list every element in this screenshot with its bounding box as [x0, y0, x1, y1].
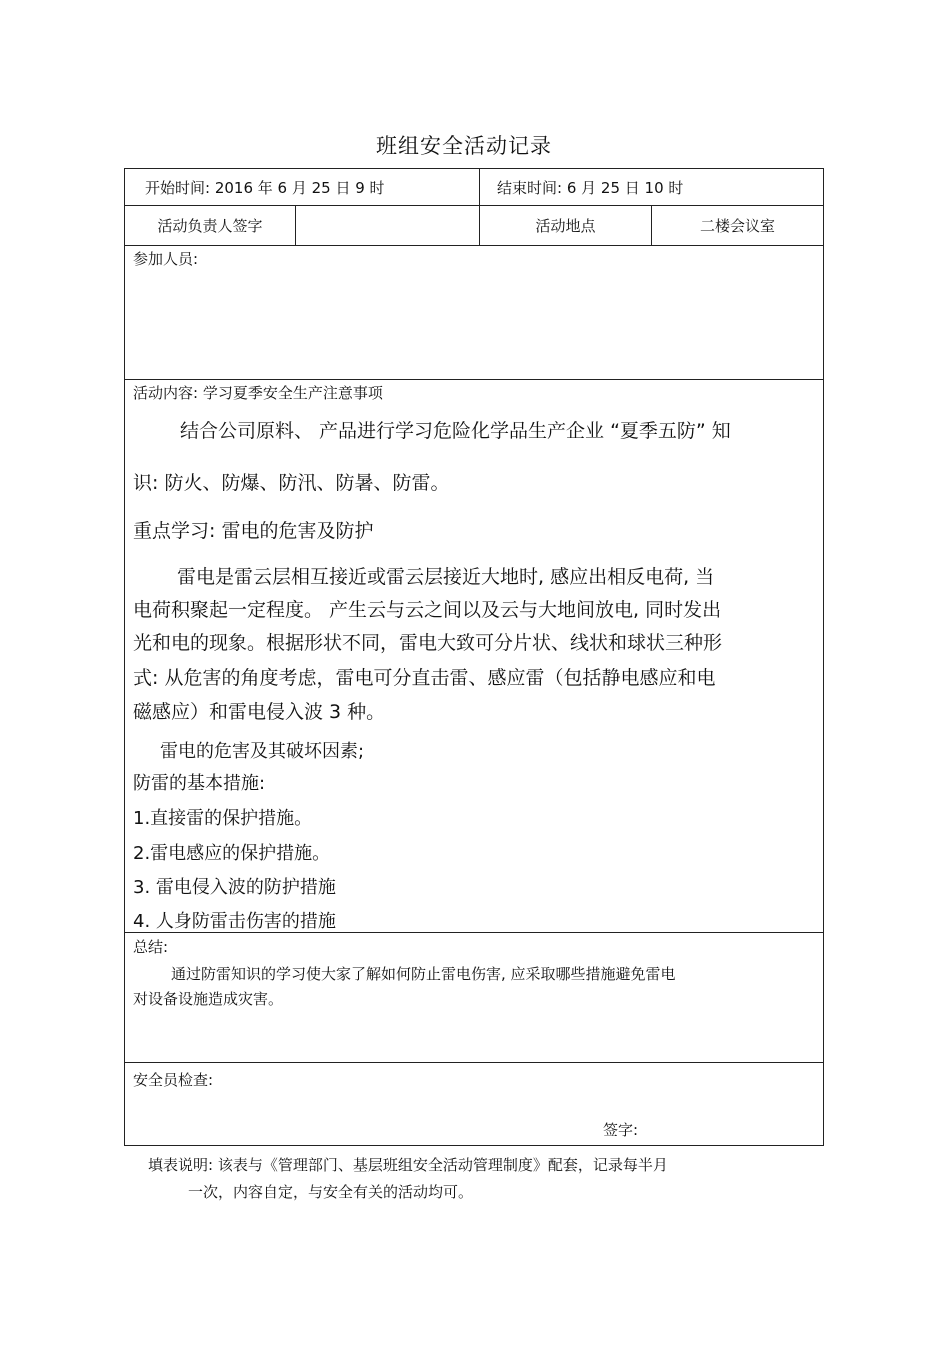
- end-time-cell: 结束时间: 6 月 25 日 10 时: [479, 169, 823, 205]
- measure-item-2: 2.雷电感应的保护措施。: [133, 843, 331, 864]
- measures-title: 防雷的基本措施:: [133, 773, 266, 794]
- paragraph-2-line-3: 光和电的现象。根据形状不同，雷电大致可分片状、线状和球状三种形: [133, 632, 723, 654]
- instructions-line-1: 填表说明: 该表与《管理部门、基层班组安全活动管理制度》配套，记录每半月: [148, 1156, 668, 1174]
- paragraph-2-line-5: 磁感应）和雷电侵入波 3 种。: [133, 701, 386, 723]
- paragraph-1-line-1: 结合公司原料、 产品进行学习危险化学品生产企业 “夏季五防” 知: [180, 420, 731, 442]
- safety-officer-label: 安全员检查:: [133, 1071, 214, 1089]
- form-instructions: [148, 1152, 788, 1206]
- paragraph-2-line-4: 式: 从危害的角度考虑，雷电可分直击雷、感应雷（包括静电感应和电: [133, 667, 716, 689]
- leader-location-row: [125, 206, 823, 246]
- safety-check-section: [125, 1063, 823, 1147]
- paragraph-1-line-2: 识: 防火、防爆、防汛、防暑、防雷。: [133, 472, 450, 494]
- location-label: 活动地点: [479, 206, 651, 245]
- focus-heading: 重点学习: 雷电的危害及防护: [133, 520, 374, 542]
- participants-section: [125, 246, 823, 380]
- hazard-line: 雷电的危害及其破坏因素;: [160, 741, 365, 762]
- paragraph-2-line-1: 雷电是雷云层相互接近或雷云层接近大地时, 感应出相反电荷, 当: [177, 566, 715, 588]
- summary-line-2: 对设备设施造成灾害。: [133, 990, 284, 1008]
- measure-item-3: 3. 雷电侵入波的防护措施: [133, 877, 336, 898]
- instructions-line-2: 一次，内容自定，与安全有关的活动均可。: [188, 1183, 474, 1201]
- participants-label: 参加人员:: [133, 250, 199, 268]
- summary-line-1: 通过防雷知识的学习使大家了解如何防止雷电伤害, 应采取哪些措施避免雷电: [171, 965, 676, 983]
- activity-record-form: [124, 168, 824, 1146]
- start-time-cell: 开始时间: 2016 年 6 月 25 日 9 时: [145, 178, 385, 197]
- time-row: [125, 169, 823, 206]
- measure-item-1: 1.直接雷的保护措施。: [133, 808, 313, 829]
- leader-label: 活动负责人签字: [157, 217, 263, 235]
- activity-content-label: 活动内容: 学习夏季安全生产注意事项: [133, 384, 383, 402]
- signature-label: 签字:: [603, 1121, 639, 1139]
- measure-item-4: 4. 人身防雷击伤害的措施: [133, 911, 336, 932]
- activity-content-section: [125, 380, 823, 933]
- paragraph-2-line-2: 电荷积聚起一定程度。 产生云与云之间以及云与大地间放电, 同时发出: [133, 599, 722, 621]
- location-value: 二楼会议室: [651, 206, 823, 245]
- summary-label: 总结:: [133, 938, 169, 956]
- leader-signature-field[interactable]: [295, 206, 479, 245]
- page-title: 班组安全活动记录: [376, 134, 552, 158]
- summary-section: [125, 933, 823, 1063]
